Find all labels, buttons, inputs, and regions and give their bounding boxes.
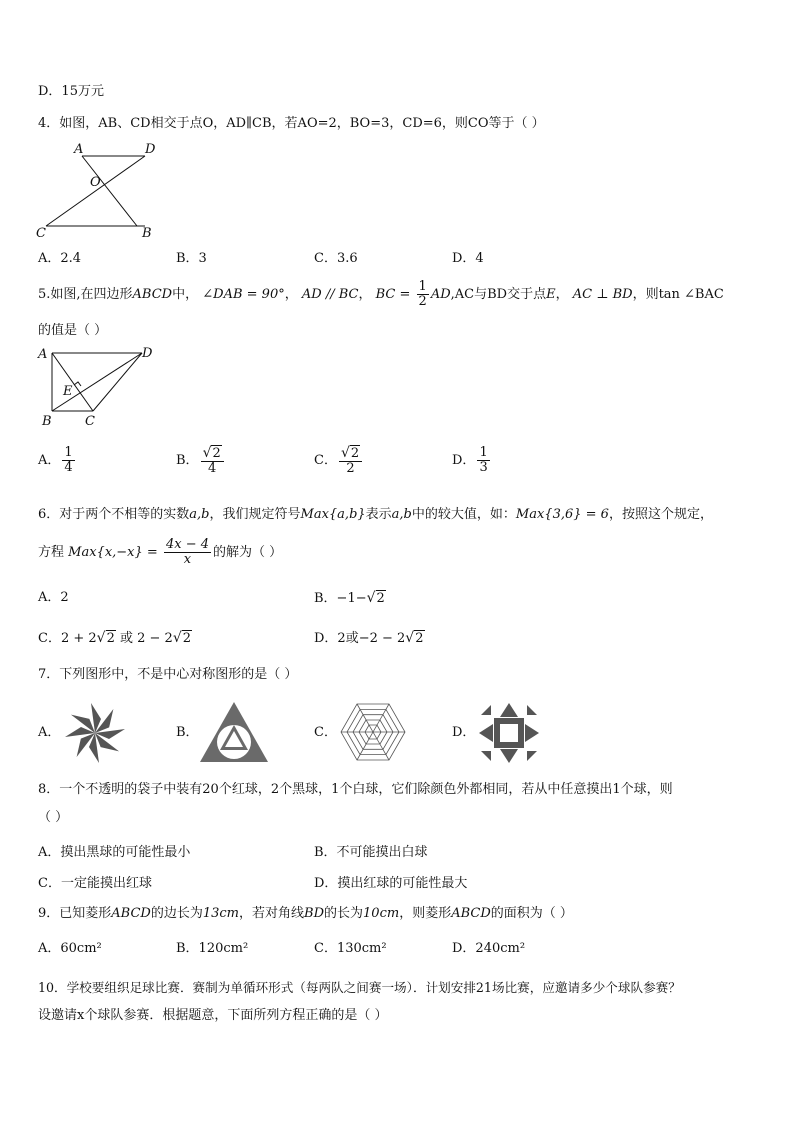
q7-triangle-circle-figure <box>198 700 270 764</box>
q4-label-o: O <box>90 175 101 190</box>
q8-option-a: A．摸出黑球的可能性最小 <box>38 845 191 860</box>
q5-label-e: E <box>63 384 73 399</box>
q7-option-c-label: C． <box>314 725 337 740</box>
q6-stem: 6．对于两个不相等的实数a,b，我们规定符号Max{a,b}表示a,b中的较大值，如：Max{3,6} = 6，按照这个规定， <box>38 507 713 522</box>
q9-option-c: C．130cm² <box>314 941 387 956</box>
q5-option-a: A． $\frac{1}{4}$ <box>38 445 73 475</box>
q9-option-d: D．240cm² <box>452 941 526 956</box>
q6-option-c: C．2 + 2√2 或 2 − 2√2 <box>38 630 192 646</box>
q10-stem-line2: 设邀请x个球队参赛．根据题意，下面所列方程正确的是（ ） <box>38 1008 388 1023</box>
q4-option-a: A．2.4 <box>38 251 82 266</box>
q7-square-star-figure <box>476 700 542 766</box>
q6-option-a: A．2 <box>38 590 69 605</box>
q4-label-d: D <box>145 142 156 157</box>
q7-pinwheel-figure <box>62 700 128 766</box>
q7-option-d-label: D． <box>452 725 476 740</box>
q5-option-d: D． $\frac{1}{3}$ <box>452 445 488 475</box>
q4-option-b: B．3 <box>176 251 207 266</box>
q5-figure <box>30 343 160 429</box>
q7-option-a-label: A． <box>38 725 61 740</box>
q10-stem-line1: 10．学校要组织足球比赛．赛制为单循环形式（每两队之间赛一场）．计划安排21场比赛，应邀请多少个球队参赛？ <box>38 980 681 995</box>
q5-label-a: A <box>38 347 48 362</box>
q8-stem: 8．一个不透明的袋子中装有20个红球，2个黑球，1个白球，它们除颜色外都相同，若从中任意摸出1个球，则 <box>38 782 673 797</box>
q8-paren: （ ） <box>38 810 69 825</box>
q4-option-c: C．3.6 <box>314 251 358 266</box>
q9-option-a: A．60cm² <box>38 941 102 956</box>
q4-label-b: B <box>142 226 152 240</box>
q6-stem-line2: 方程 Max{x,−x} = $\frac{4x - 4}{x}$ 的解为（ ） <box>38 537 283 567</box>
q5-option-b: B． $\frac{√2}{4}$ <box>176 444 226 478</box>
q7-hexagon-web-figure <box>338 700 408 764</box>
q5-label-d: D <box>142 346 153 361</box>
q4-label-c: C <box>36 226 46 240</box>
q8-option-b: B．不可能摸出白球 <box>314 845 428 860</box>
q9-option-b: B．120cm² <box>176 941 249 956</box>
q6-option-b: B．−1−√2 <box>314 590 385 606</box>
q5-stem: 5.如图,在四边形ABCD中， ∠DAB = 90°， AD // BC， BC = $\frac{1}{2}$ AD,AC与BD交于点E， AC ⊥ BD，则tan ∠BAC <box>38 279 724 309</box>
q4-figure <box>30 140 170 240</box>
q5-label-b: B <box>42 414 52 429</box>
q3-option-d: D．15万元 <box>38 84 104 99</box>
q4-label-a: A <box>74 142 84 157</box>
q6-option-d: D．2或−2 − 2√2 <box>314 630 424 646</box>
q5-stem-line2: 的值是（ ） <box>38 323 108 338</box>
q7-stem: 7．下列图形中，不是中心对称图形的是（ ） <box>38 667 298 682</box>
q7-option-b-label: B． <box>176 725 199 740</box>
q8-option-d: D．摸出红球的可能性最大 <box>314 876 468 891</box>
q4-option-d: D．4 <box>452 251 484 266</box>
q5-label-c: C <box>85 414 95 429</box>
q4-stem: 4．如图，AB、CD相交于点O，AD∥CB，若AO=2，BO=3，CD=6，则CO等于（ ） <box>38 116 545 131</box>
q8-option-c: C．一定能摸出红球 <box>38 876 152 891</box>
q9-stem: 9．已知菱形ABCD的边长为13cm，若对角线BD的长为10cm，则菱形ABCD的面积为（ ） <box>38 906 573 921</box>
q5-option-c: C． $\frac{√2}{2}$ <box>314 444 364 478</box>
